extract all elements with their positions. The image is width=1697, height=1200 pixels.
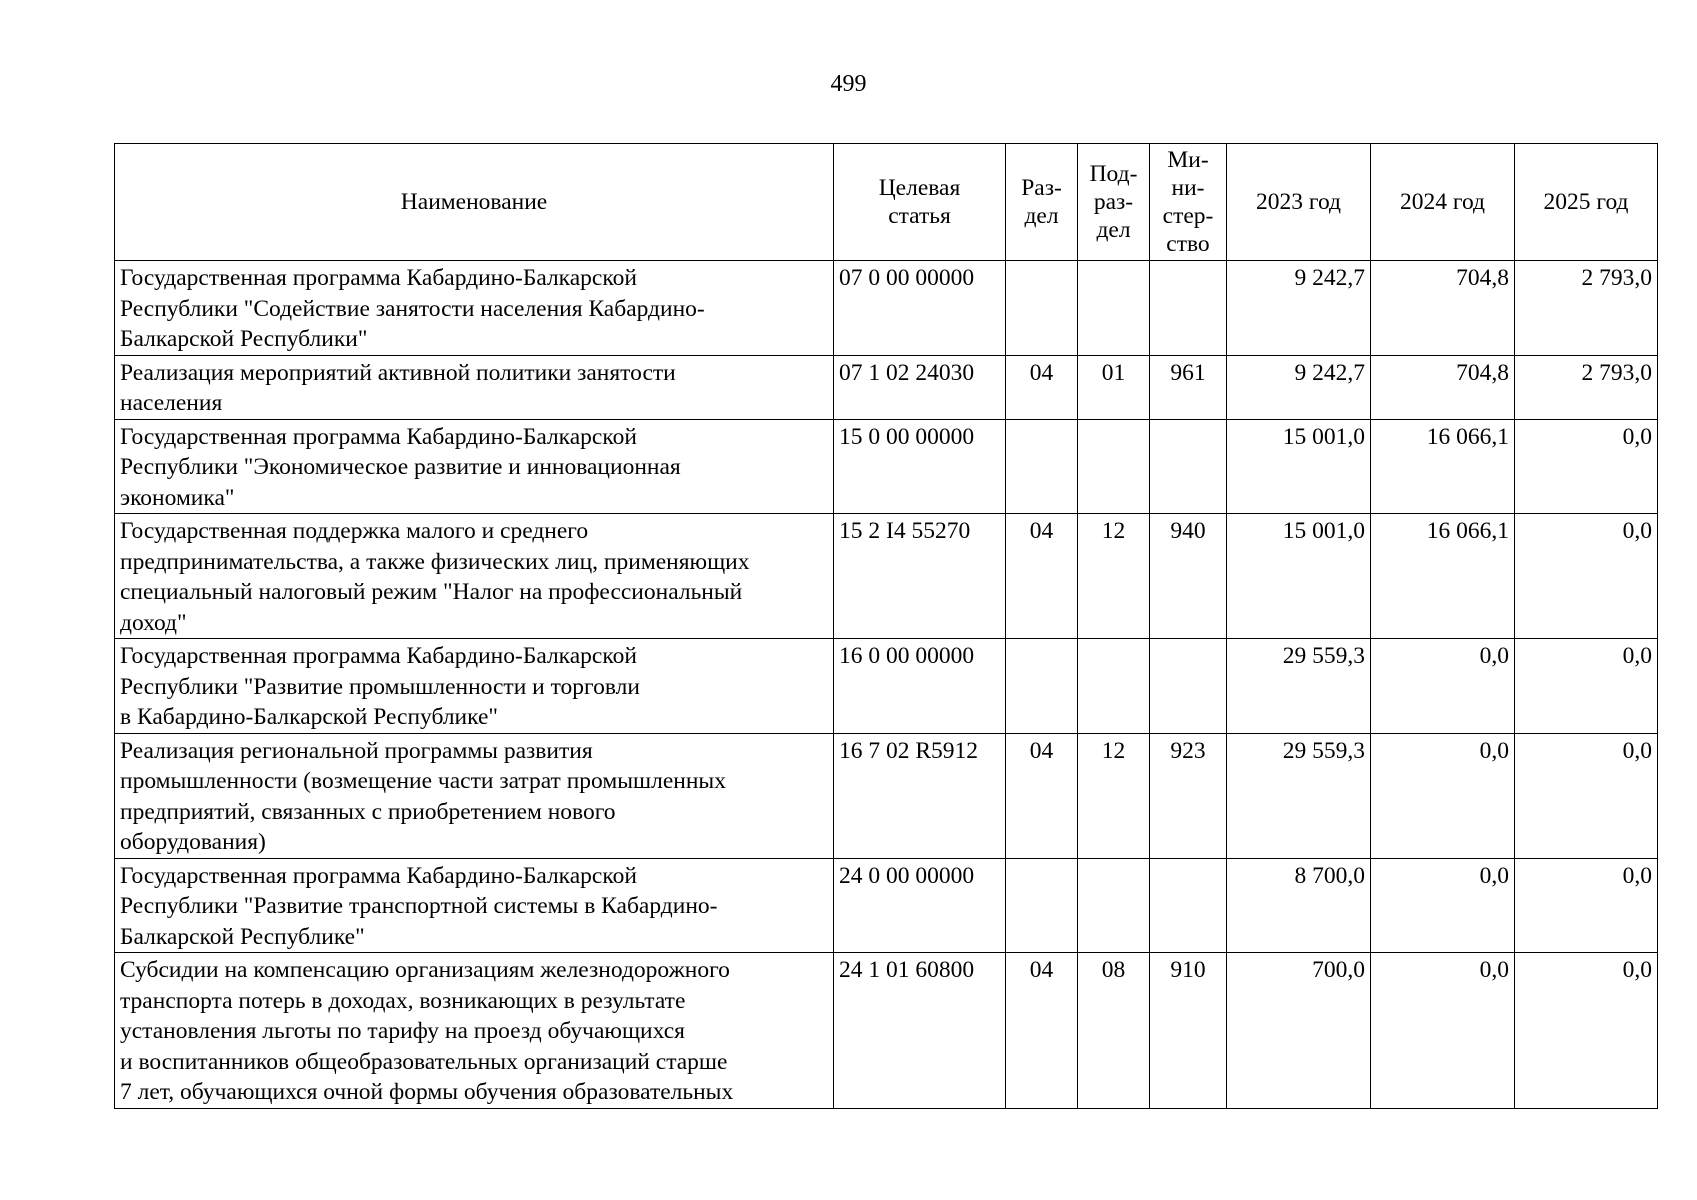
cell-subsection: 01: [1078, 355, 1150, 419]
cell-ministry: [1150, 261, 1227, 356]
cell-target-article: 07 0 00 00000: [834, 261, 1006, 356]
header-year-2023: 2023 год: [1227, 144, 1371, 261]
header-section: Раз- дел: [1006, 144, 1078, 261]
cell-target-article: 16 0 00 00000: [834, 639, 1006, 734]
cell-ministry: 961: [1150, 355, 1227, 419]
cell-year-2025: 2 793,0: [1515, 355, 1658, 419]
header-name: Наименование: [115, 144, 834, 261]
cell-section: [1006, 261, 1078, 356]
cell-year-2023: 9 242,7: [1227, 261, 1371, 356]
cell-target-article: 07 1 02 24030: [834, 355, 1006, 419]
cell-year-2024: 0,0: [1371, 858, 1515, 953]
cell-subsection: [1078, 419, 1150, 514]
cell-year-2025: 0,0: [1515, 733, 1658, 858]
cell-year-2023: 9 242,7: [1227, 355, 1371, 419]
cell-target-article: 15 2 I4 55270: [834, 514, 1006, 639]
cell-year-2024: 0,0: [1371, 953, 1515, 1109]
table-row: [115, 953, 1658, 1109]
table-row: [115, 355, 1658, 419]
cell-section: 04: [1006, 514, 1078, 639]
cell-name: Реализация мероприятий активной политики занятости населения: [115, 355, 834, 419]
cell-target-article: 24 1 01 60800: [834, 953, 1006, 1109]
cell-ministry: [1150, 639, 1227, 734]
cell-subsection: [1078, 858, 1150, 953]
header-year-2025: 2025 год: [1515, 144, 1658, 261]
cell-name: Государственная программа Кабардино-Балкарской Республики "Развитие промышленности и торговли в Кабардино-Балкарской Республике": [115, 639, 834, 734]
cell-year-2024: 704,8: [1371, 355, 1515, 419]
cell-subsection: [1078, 639, 1150, 734]
cell-target-article: 16 7 02 R5912: [834, 733, 1006, 858]
cell-section: 04: [1006, 953, 1078, 1109]
table-row: [115, 639, 1658, 734]
cell-name: Государственная поддержка малого и среднего предпринимательства, а также физических лиц, применяющих специальный налоговый режим "Налог на профессиональный доход": [115, 514, 834, 639]
cell-year-2025: 0,0: [1515, 514, 1658, 639]
cell-year-2024: 16 066,1: [1371, 514, 1515, 639]
header-target-article: Целевая статья: [834, 144, 1006, 261]
table-header-row: [115, 144, 1658, 261]
cell-name: Субсидии на компенсацию организациям железнодорожного транспорта потерь в доходах, возникающих в результате установления льготы по тарифу на проезд обучающихся и воспитанников общеобразовательных организаций старше 7 лет, обучающихся очной формы обучения образовательных: [115, 953, 834, 1109]
cell-target-article: 24 0 00 00000: [834, 858, 1006, 953]
cell-subsection: 12: [1078, 733, 1150, 858]
table-row: [115, 261, 1658, 356]
cell-year-2024: 16 066,1: [1371, 419, 1515, 514]
cell-year-2023: 15 001,0: [1227, 419, 1371, 514]
cell-ministry: [1150, 858, 1227, 953]
table-body: [115, 261, 1658, 1109]
cell-year-2023: 8 700,0: [1227, 858, 1371, 953]
cell-name: Реализация региональной программы развития промышленности (возмещение части затрат промышленных предприятий, связанных с приобретением нового оборудования): [115, 733, 834, 858]
cell-section: 04: [1006, 355, 1078, 419]
cell-year-2025: 2 793,0: [1515, 261, 1658, 356]
cell-year-2025: 0,0: [1515, 953, 1658, 1109]
cell-year-2025: 0,0: [1515, 419, 1658, 514]
cell-year-2025: 0,0: [1515, 639, 1658, 734]
cell-year-2023: 29 559,3: [1227, 639, 1371, 734]
cell-ministry: [1150, 419, 1227, 514]
cell-year-2025: 0,0: [1515, 858, 1658, 953]
cell-section: [1006, 419, 1078, 514]
header-year-2024: 2024 год: [1371, 144, 1515, 261]
page-number: 499: [830, 71, 867, 97]
cell-year-2023: 15 001,0: [1227, 514, 1371, 639]
table-row: [115, 419, 1658, 514]
cell-target-article: 15 0 00 00000: [834, 419, 1006, 514]
cell-ministry: 910: [1150, 953, 1227, 1109]
cell-name: Государственная программа Кабардино-Балкарской Республики "Содействие занятости населения Кабардино- Балкарской Республики": [115, 261, 834, 356]
cell-section: [1006, 639, 1078, 734]
header-subsection: Под- раз- дел: [1078, 144, 1150, 261]
cell-year-2024: 704,8: [1371, 261, 1515, 356]
cell-ministry: 940: [1150, 514, 1227, 639]
cell-subsection: [1078, 261, 1150, 356]
header-ministry: Ми- ни- стер- ство: [1150, 144, 1227, 261]
cell-subsection: 12: [1078, 514, 1150, 639]
cell-section: [1006, 858, 1078, 953]
cell-ministry: 923: [1150, 733, 1227, 858]
table-row: [115, 514, 1658, 639]
cell-subsection: 08: [1078, 953, 1150, 1109]
cell-section: 04: [1006, 733, 1078, 858]
cell-name: Государственная программа Кабардино-Балкарской Республики "Развитие транспортной системы в Кабардино- Балкарской Республике": [115, 858, 834, 953]
cell-year-2024: 0,0: [1371, 733, 1515, 858]
table-row: [115, 733, 1658, 858]
budget-table: [114, 143, 1658, 1109]
cell-year-2024: 0,0: [1371, 639, 1515, 734]
cell-year-2023: 29 559,3: [1227, 733, 1371, 858]
cell-year-2023: 700,0: [1227, 953, 1371, 1109]
table-row: [115, 858, 1658, 953]
cell-name: Государственная программа Кабардино-Балкарской Республики "Экономическое развитие и инновационная экономика": [115, 419, 834, 514]
